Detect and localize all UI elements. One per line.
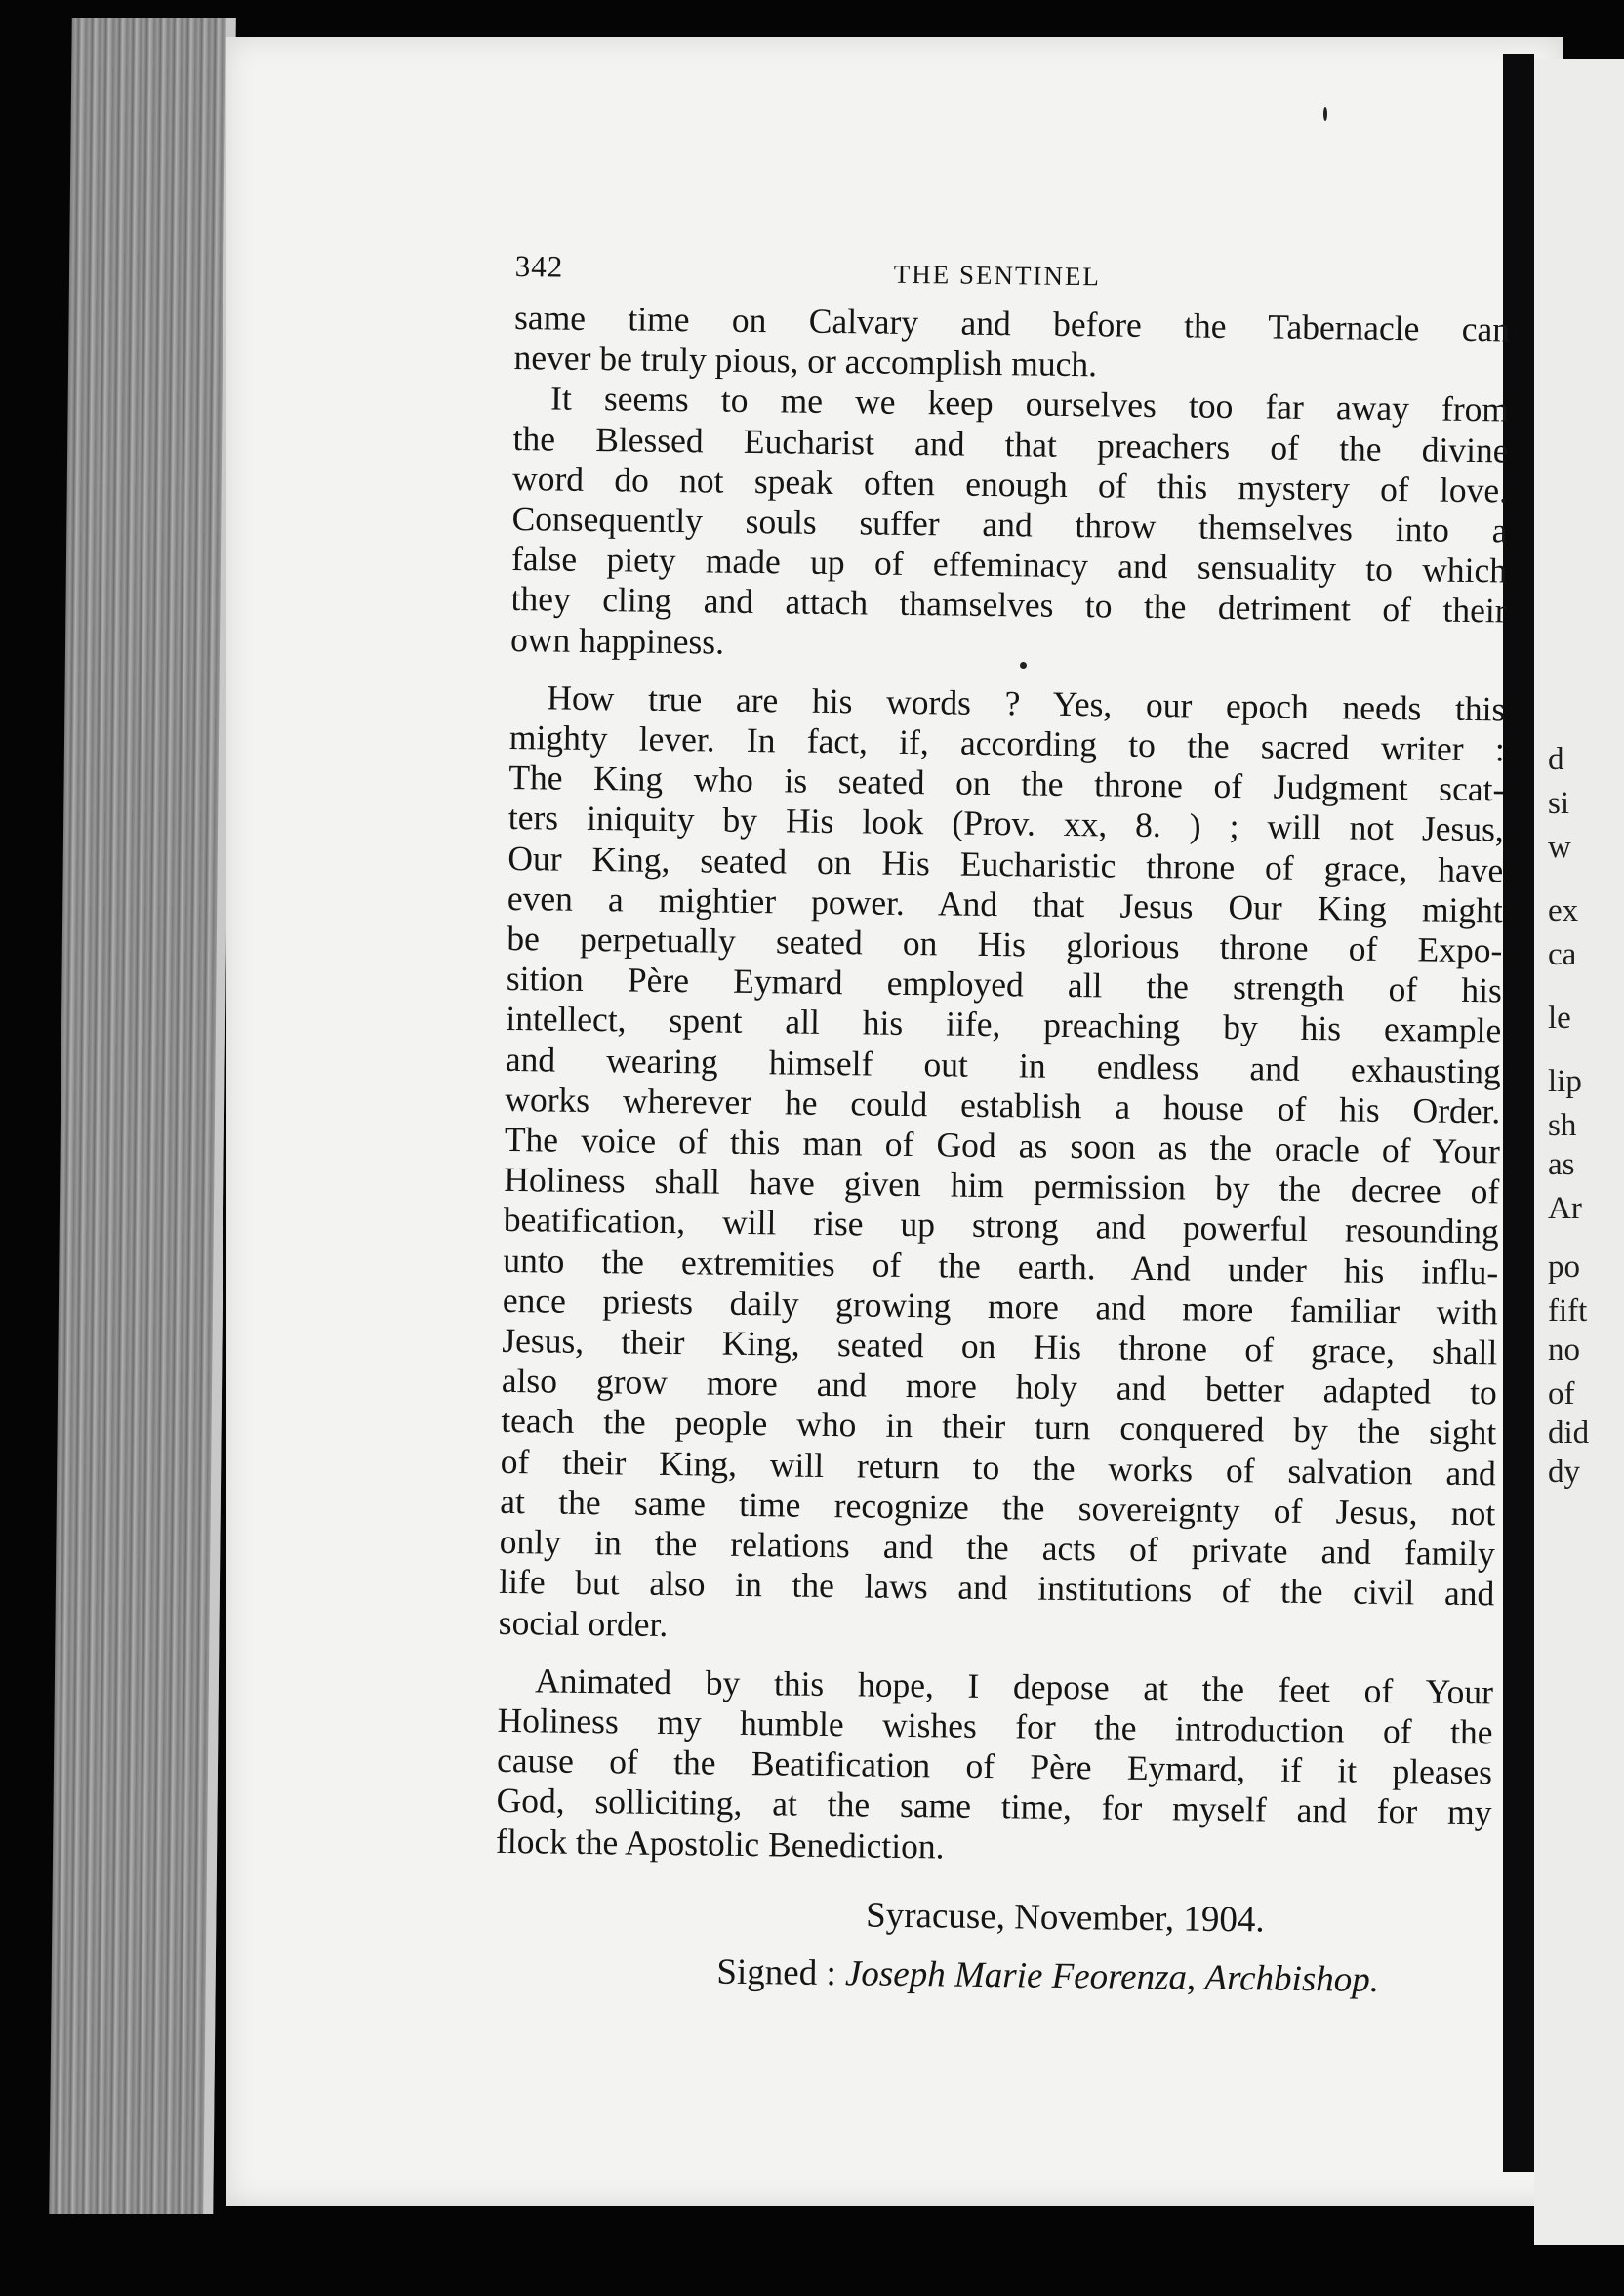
text-line: flock the Apostolic Benediction. [495,1821,945,1866]
facing-page-fragment: lip [1548,1064,1582,1099]
text-line: Jesus, their King, seated on His throne of grace, shall [502,1320,1498,1373]
text-line: word do not speak often enough of this mystery of love. [511,458,1509,511]
facing-page-fragment: did [1548,1415,1590,1451]
facing-page-fragment: w [1548,830,1571,865]
paragraph [510,378,1509,672]
signed-label: Signed : [716,1951,837,1993]
text-line: teach the people who in their turn conquered by the sight [501,1401,1497,1453]
signatory-name: Joseph Marie Feorenza [844,1952,1188,1998]
text-line: cause of the Beatification of Père Eymard, if it pleases [496,1740,1493,1792]
text-line: works wherever he could establish a house of his Order. [505,1079,1501,1131]
paragraph [513,298,1510,390]
facing-page-fragment: ca [1548,937,1577,972]
text-line: It seems to me we keep ourselves too far away from [549,378,1510,430]
dust-speck [1020,662,1027,669]
facing-page-edge [1534,59,1624,2245]
facing-page-fragment: Ar [1548,1191,1582,1226]
text-line: sition Père Eymard employed all the strength of his [506,959,1503,1010]
text-line: intellect, spent all his iife, preaching by his example [506,999,1502,1050]
book-page-edges [49,18,236,2214]
text-line: of their King, will return to the works of salvation and [500,1441,1496,1494]
facing-page-fragment: po [1548,1250,1580,1285]
facing-page-fragment: as [1548,1147,1575,1182]
facing-page-fragment: dy [1548,1455,1580,1490]
text-line: How true are his words ? Yes, our epoch needs this [547,677,1506,729]
text-line: false piety made up of effeminacy and sensuality to which [510,539,1508,591]
text-line: also grow more and more holy and better adapted to [501,1361,1498,1413]
text-line: The voice of this man of God as soon as the oracle of Your [504,1119,1501,1171]
text-line: unto the extremities of the earth. And under his influ- [503,1240,1499,1292]
text-line: Holiness my humble wishes for the introduction of the [497,1700,1493,1752]
text-line: be perpetually seated on His glorious throne of Expo- [507,918,1503,970]
text-line: own happiness. [509,619,725,662]
text-line: Our King, seated on His Eucharistic throne of grace, have [508,838,1504,890]
text-line: the Blessed Eucharist and that preachers of the divine [512,418,1509,471]
text-line: Animated by this hope, I depose at the feet of Your [534,1660,1494,1712]
facing-page-fragment: no [1548,1332,1580,1368]
text-line: never be truly pious, or accomplish much. [513,338,1098,385]
text-line: and wearing himself out in endless and exhausting [505,1039,1502,1091]
running-title: THE SENTINEL [893,259,1102,292]
body-text [496,298,1510,1873]
dust-speck [1323,107,1327,121]
paragraph [499,677,1506,1655]
facing-page-fragment: le [1548,1001,1571,1036]
text-line: Holiness shall have given him permission by the decree of [504,1160,1500,1211]
paragraph [496,1660,1493,1873]
signatory-title: Archbishop. [1204,1957,1380,2000]
text-line: even a mightier power. And that Jesus Our King might [507,878,1504,930]
facing-page-fragment: si [1548,786,1570,821]
text-line: mighty lever. In fact, if, according to the sacred writer : [508,717,1506,769]
facing-page-fragment: fift [1548,1293,1588,1329]
text-line: The King who is seated on the throne of Judgment scat- [508,758,1505,809]
text-line: same time on Calvary and before the Tabernacle can [513,297,1511,349]
signature-comma: , [1186,1957,1205,1998]
page-content [494,249,1511,2006]
text-line: they cling and attach thamselves to the detriment of their [510,579,1507,631]
text-line: only in the relations and the acts of private and family [499,1521,1495,1574]
text-line: Consequently souls suffer and throw themselves into a [511,498,1508,551]
facing-page-fragment: of [1548,1376,1575,1412]
facing-page-fragment: sh [1548,1108,1577,1143]
text-line: God, solliciting, at the same time, for myself and for my [496,1781,1492,1832]
text-line: social order. [498,1602,669,1644]
facing-page-fragment: d [1548,742,1564,777]
text-line: beatification, will rise up strong and powerful resounding [503,1200,1500,1251]
facing-page-fragment: ex [1548,893,1579,928]
text-line: ters iniquity by His look (Prov. xx, 8. ) ; will not Jesus, [508,798,1505,849]
text-line: ence priests daily growing more and more familiar with [502,1280,1499,1332]
signature-place-date: Syracuse, November, 1904. [865,1895,1265,1941]
page-number: 342 [514,249,564,284]
text-line: life but also in the laws and institutions of the civil and [499,1562,1495,1614]
text-line: at the same time recognize the sovereignty of Jesus, not [500,1481,1496,1534]
